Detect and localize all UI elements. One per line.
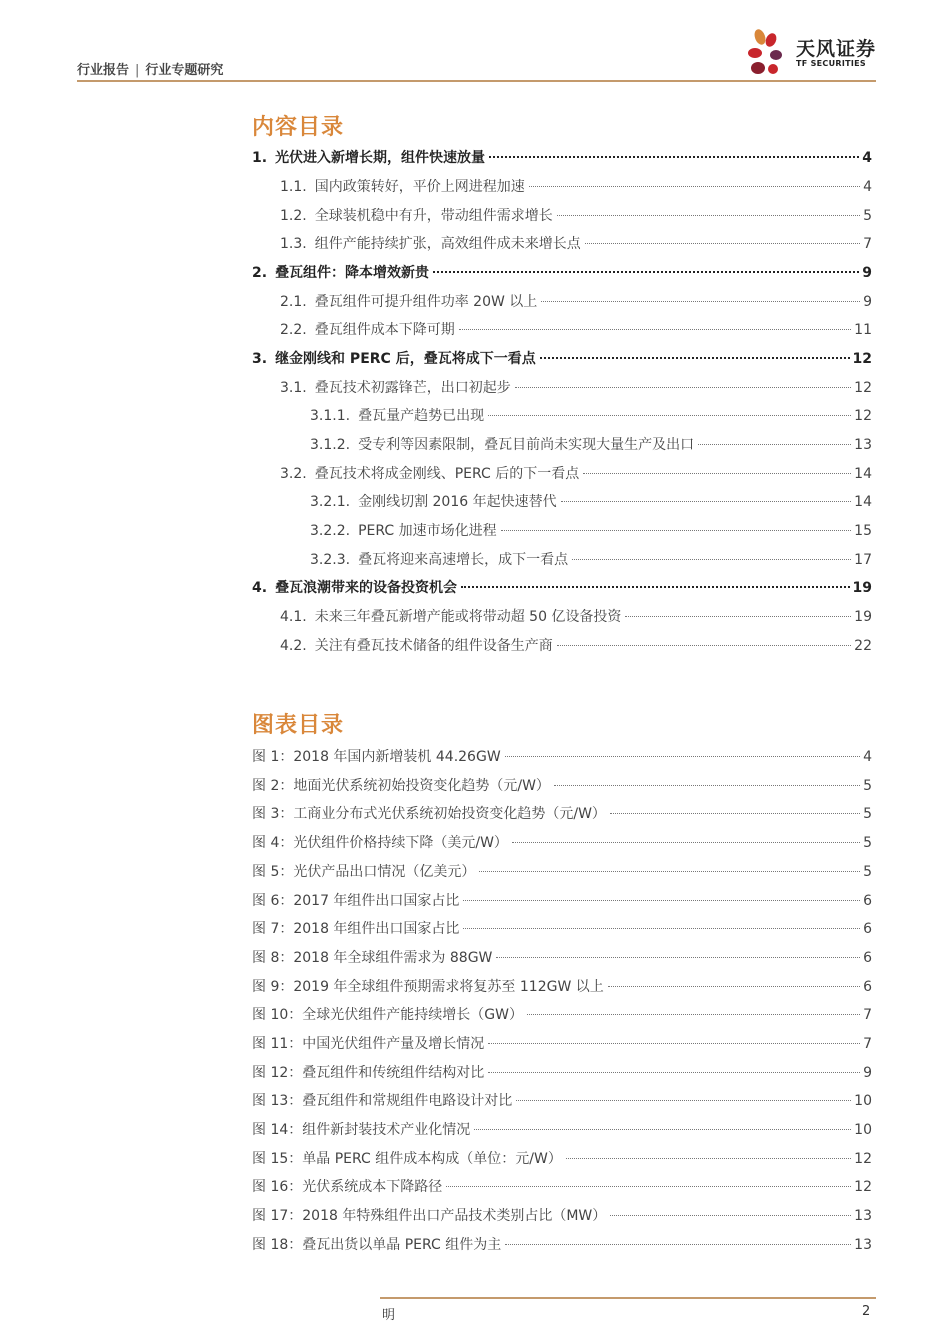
- figure-text: 图 12：叠瓦组件和传统组件结构对比: [252, 1065, 485, 1081]
- figure-text: 图 10：全球光伏组件产能持续增长（GW）: [252, 1007, 523, 1023]
- toc-number: 1.1.: [280, 179, 307, 195]
- toc-page: 9: [863, 294, 872, 310]
- toc-text: 叠瓦组件成本下降可期: [314, 322, 455, 338]
- figure-entry[interactable]: [252, 1148, 872, 1170]
- figure-page: 6: [863, 950, 872, 966]
- footer-text: 明: [382, 1308, 396, 1323]
- toc-number: 4.1.: [280, 609, 307, 625]
- toc-page: 11: [854, 322, 872, 338]
- figure-text: 图 11：中国光伏组件产量及增长情况: [252, 1036, 485, 1052]
- figure-page: 9: [863, 1065, 872, 1081]
- toc-number: 3.2.2.: [310, 523, 351, 539]
- logo-chinese-name: 天风证券: [796, 38, 877, 60]
- figure-entry[interactable]: [252, 832, 872, 854]
- figure-page: 13: [854, 1237, 872, 1253]
- toc-entry[interactable]: [252, 176, 872, 198]
- figure-page: 12: [854, 1151, 872, 1167]
- toc-number: 1.2.: [280, 208, 307, 224]
- figure-page: 5: [863, 835, 872, 851]
- figure-entry[interactable]: [252, 746, 872, 768]
- toc-text: 叠瓦技术将成金刚线、PERC 后的下一看点: [314, 466, 580, 482]
- toc-entry[interactable]: [252, 291, 872, 313]
- toc-page: 19: [852, 580, 872, 596]
- toc-number: 3.1.2.: [310, 437, 351, 453]
- toc-page: 4: [862, 150, 872, 166]
- figure-page: 10: [854, 1093, 872, 1109]
- page-number: 2: [862, 1304, 871, 1319]
- category-separator: |: [135, 63, 140, 78]
- toc-number: 2.1.: [280, 294, 307, 310]
- figure-entry[interactable]: [252, 1234, 872, 1256]
- toc-number: 3.2.3.: [310, 552, 351, 568]
- figure-entry[interactable]: [252, 1062, 872, 1084]
- toc-number: 3.1.: [280, 380, 307, 396]
- figure-page: 5: [863, 778, 872, 794]
- toc-page: 9: [862, 265, 872, 281]
- figure-page: 7: [863, 1036, 872, 1052]
- toc-entry[interactable]: [252, 606, 872, 628]
- toc-number: 4.: [252, 580, 268, 596]
- toc-entry[interactable]: [252, 549, 872, 571]
- toc-page: 12: [852, 351, 872, 367]
- toc-entry[interactable]: [252, 262, 872, 284]
- toc-number: 3.1.1.: [310, 408, 351, 424]
- figure-entry[interactable]: [252, 947, 872, 969]
- logo-english-name: TF SECURITIES: [796, 59, 866, 68]
- toc-entry[interactable]: [252, 233, 872, 255]
- toc-page: 13: [854, 437, 872, 453]
- toc-text: 关注有叠瓦技术储备的组件设备生产商: [314, 638, 553, 654]
- toc-text: 全球装机稳中有升，带动组件需求增长: [314, 208, 553, 224]
- flower-logo-icon: [746, 28, 790, 78]
- figure-text: 图 8：2018 年全球组件需求为 88GW: [252, 950, 493, 966]
- figure-text: 图 15：单晶 PERC 组件成本构成（单位：元/W）: [252, 1151, 562, 1167]
- figure-entry[interactable]: [252, 890, 872, 912]
- toc-number: 1.3.: [280, 236, 307, 252]
- toc-number: 4.2.: [280, 638, 307, 654]
- figure-text: 图 2：地面光伏系统初始投资变化趋势（元/W）: [252, 778, 550, 794]
- toc-text: 叠瓦组件可提升组件功率 20W 以上: [314, 294, 538, 310]
- toc-page: 12: [854, 408, 872, 424]
- figure-text: 图 18：叠瓦出货以单晶 PERC 组件为主: [252, 1237, 502, 1253]
- figure-text: 图 5：光伏产品出口情况（亿美元）: [252, 864, 476, 880]
- toc-text: 未来三年叠瓦新增产能或将带动超 50 亿设备投资: [314, 609, 622, 625]
- figure-page: 10: [854, 1122, 872, 1138]
- toc-title: 内容目录: [252, 115, 345, 140]
- toc-entry[interactable]: [252, 205, 872, 227]
- toc-entry[interactable]: [252, 377, 872, 399]
- toc-page: 15: [854, 523, 872, 539]
- figure-entry[interactable]: [252, 918, 872, 940]
- toc-number: 2.: [252, 265, 268, 281]
- figure-page: 6: [863, 921, 872, 937]
- category-label: 行业报告: [77, 63, 130, 78]
- figure-page: 5: [863, 864, 872, 880]
- toc-text: 继金刚线和 PERC 后，叠瓦将成下一看点: [275, 351, 536, 367]
- toc-text: 叠瓦技术初露锋芒，出口初起步: [314, 380, 511, 396]
- figure-text: 图 3：工商业分布式光伏系统初始投资变化趋势（元/W）: [252, 806, 606, 822]
- figure-entry[interactable]: [252, 1090, 872, 1112]
- toc-number: 2.2.: [280, 322, 307, 338]
- figures-title: 图表目录: [252, 713, 345, 738]
- toc-entry[interactable]: [252, 434, 872, 456]
- toc-number: 3.2.1.: [310, 494, 351, 510]
- toc-page: 4: [863, 179, 872, 195]
- toc-text: 受专利等因素限制，叠瓦目前尚未实现大量生产及出口: [358, 437, 695, 453]
- figure-text: 图 16：光伏系统成本下降路径: [252, 1179, 443, 1195]
- toc-page: 14: [854, 466, 872, 482]
- figure-entry[interactable]: [252, 1205, 872, 1227]
- toc-entry[interactable]: [252, 348, 872, 370]
- toc-text: 叠瓦将迎来高速增长，成下一看点: [358, 552, 569, 568]
- figure-text: 图 14：组件新封装技术产业化情况: [252, 1122, 471, 1138]
- toc-text: 组件产能持续扩张，高效组件成未来增长点: [314, 236, 581, 252]
- toc-number: 1.: [252, 150, 268, 166]
- toc-page: 17: [854, 552, 872, 568]
- figure-page: 12: [854, 1179, 872, 1195]
- toc-text: 叠瓦量产趋势已出现: [358, 408, 485, 424]
- figure-text: 图 6：2017 年组件出口国家占比: [252, 893, 460, 909]
- toc-number: 3.2.: [280, 466, 307, 482]
- toc-entry[interactable]: [252, 463, 872, 485]
- toc-entry[interactable]: [252, 577, 872, 599]
- company-logo: [746, 28, 876, 78]
- figure-page: 6: [863, 979, 872, 995]
- figure-text: 图 1：2018 年国内新增装机 44.26GW: [252, 749, 501, 765]
- subcategory-label: 行业专题研究: [145, 63, 224, 78]
- toc-entry[interactable]: [252, 635, 872, 657]
- toc-entry[interactable]: [252, 491, 872, 513]
- toc-text: 叠瓦组件：降本增效新贵: [275, 265, 430, 281]
- toc-text: 叠瓦浪潮带来的设备投资机会: [275, 580, 458, 596]
- figure-entry[interactable]: [252, 1119, 872, 1141]
- toc-page: 5: [863, 208, 872, 224]
- figure-page: 7: [863, 1007, 872, 1023]
- figure-page: 5: [863, 806, 872, 822]
- toc-text: 光伏进入新增长期，组件快速放量: [275, 150, 486, 166]
- figure-entry[interactable]: [252, 803, 872, 825]
- toc-page: 12: [854, 380, 872, 396]
- page-header: [77, 38, 877, 82]
- figure-text: 图 7：2018 年组件出口国家占比: [252, 921, 460, 937]
- footer-rule: [380, 1297, 876, 1299]
- figure-page: 4: [863, 749, 872, 765]
- toc-page: 7: [863, 236, 872, 252]
- figure-page: 13: [854, 1208, 872, 1224]
- toc-number: 3.: [252, 351, 268, 367]
- figure-entry[interactable]: [252, 775, 872, 797]
- toc-entry[interactable]: [252, 319, 872, 341]
- figure-entry[interactable]: [252, 861, 872, 883]
- toc-entry[interactable]: [252, 520, 872, 542]
- figure-text: 图 4：光伏组件价格持续下降（美元/W）: [252, 835, 508, 851]
- figure-text: 图 13：叠瓦组件和常规组件电路设计对比: [252, 1093, 513, 1109]
- figure-entry[interactable]: [252, 1176, 872, 1198]
- toc-text: 国内政策转好，平价上网进程加速: [314, 179, 525, 195]
- report-category: [77, 59, 223, 78]
- toc-text: PERC 加速市场化进程: [358, 523, 497, 539]
- figure-entry[interactable]: [252, 1004, 872, 1026]
- figure-entry[interactable]: [252, 976, 872, 998]
- toc-entry[interactable]: [252, 147, 872, 169]
- toc-entry[interactable]: [252, 405, 872, 427]
- toc-page: 22: [854, 638, 872, 654]
- figure-text: 图 9：2019 年全球组件预期需求将复苏至 112GW 以上: [252, 979, 604, 995]
- figure-text: 图 17：2018 年特殊组件出口产品技术类别占比（MW）: [252, 1208, 607, 1224]
- toc-text: 金刚线切割 2016 年起快速替代: [358, 494, 557, 510]
- toc-page: 19: [854, 609, 872, 625]
- figure-entry[interactable]: [252, 1033, 872, 1055]
- figure-page: 6: [863, 893, 872, 909]
- toc-page: 14: [854, 494, 872, 510]
